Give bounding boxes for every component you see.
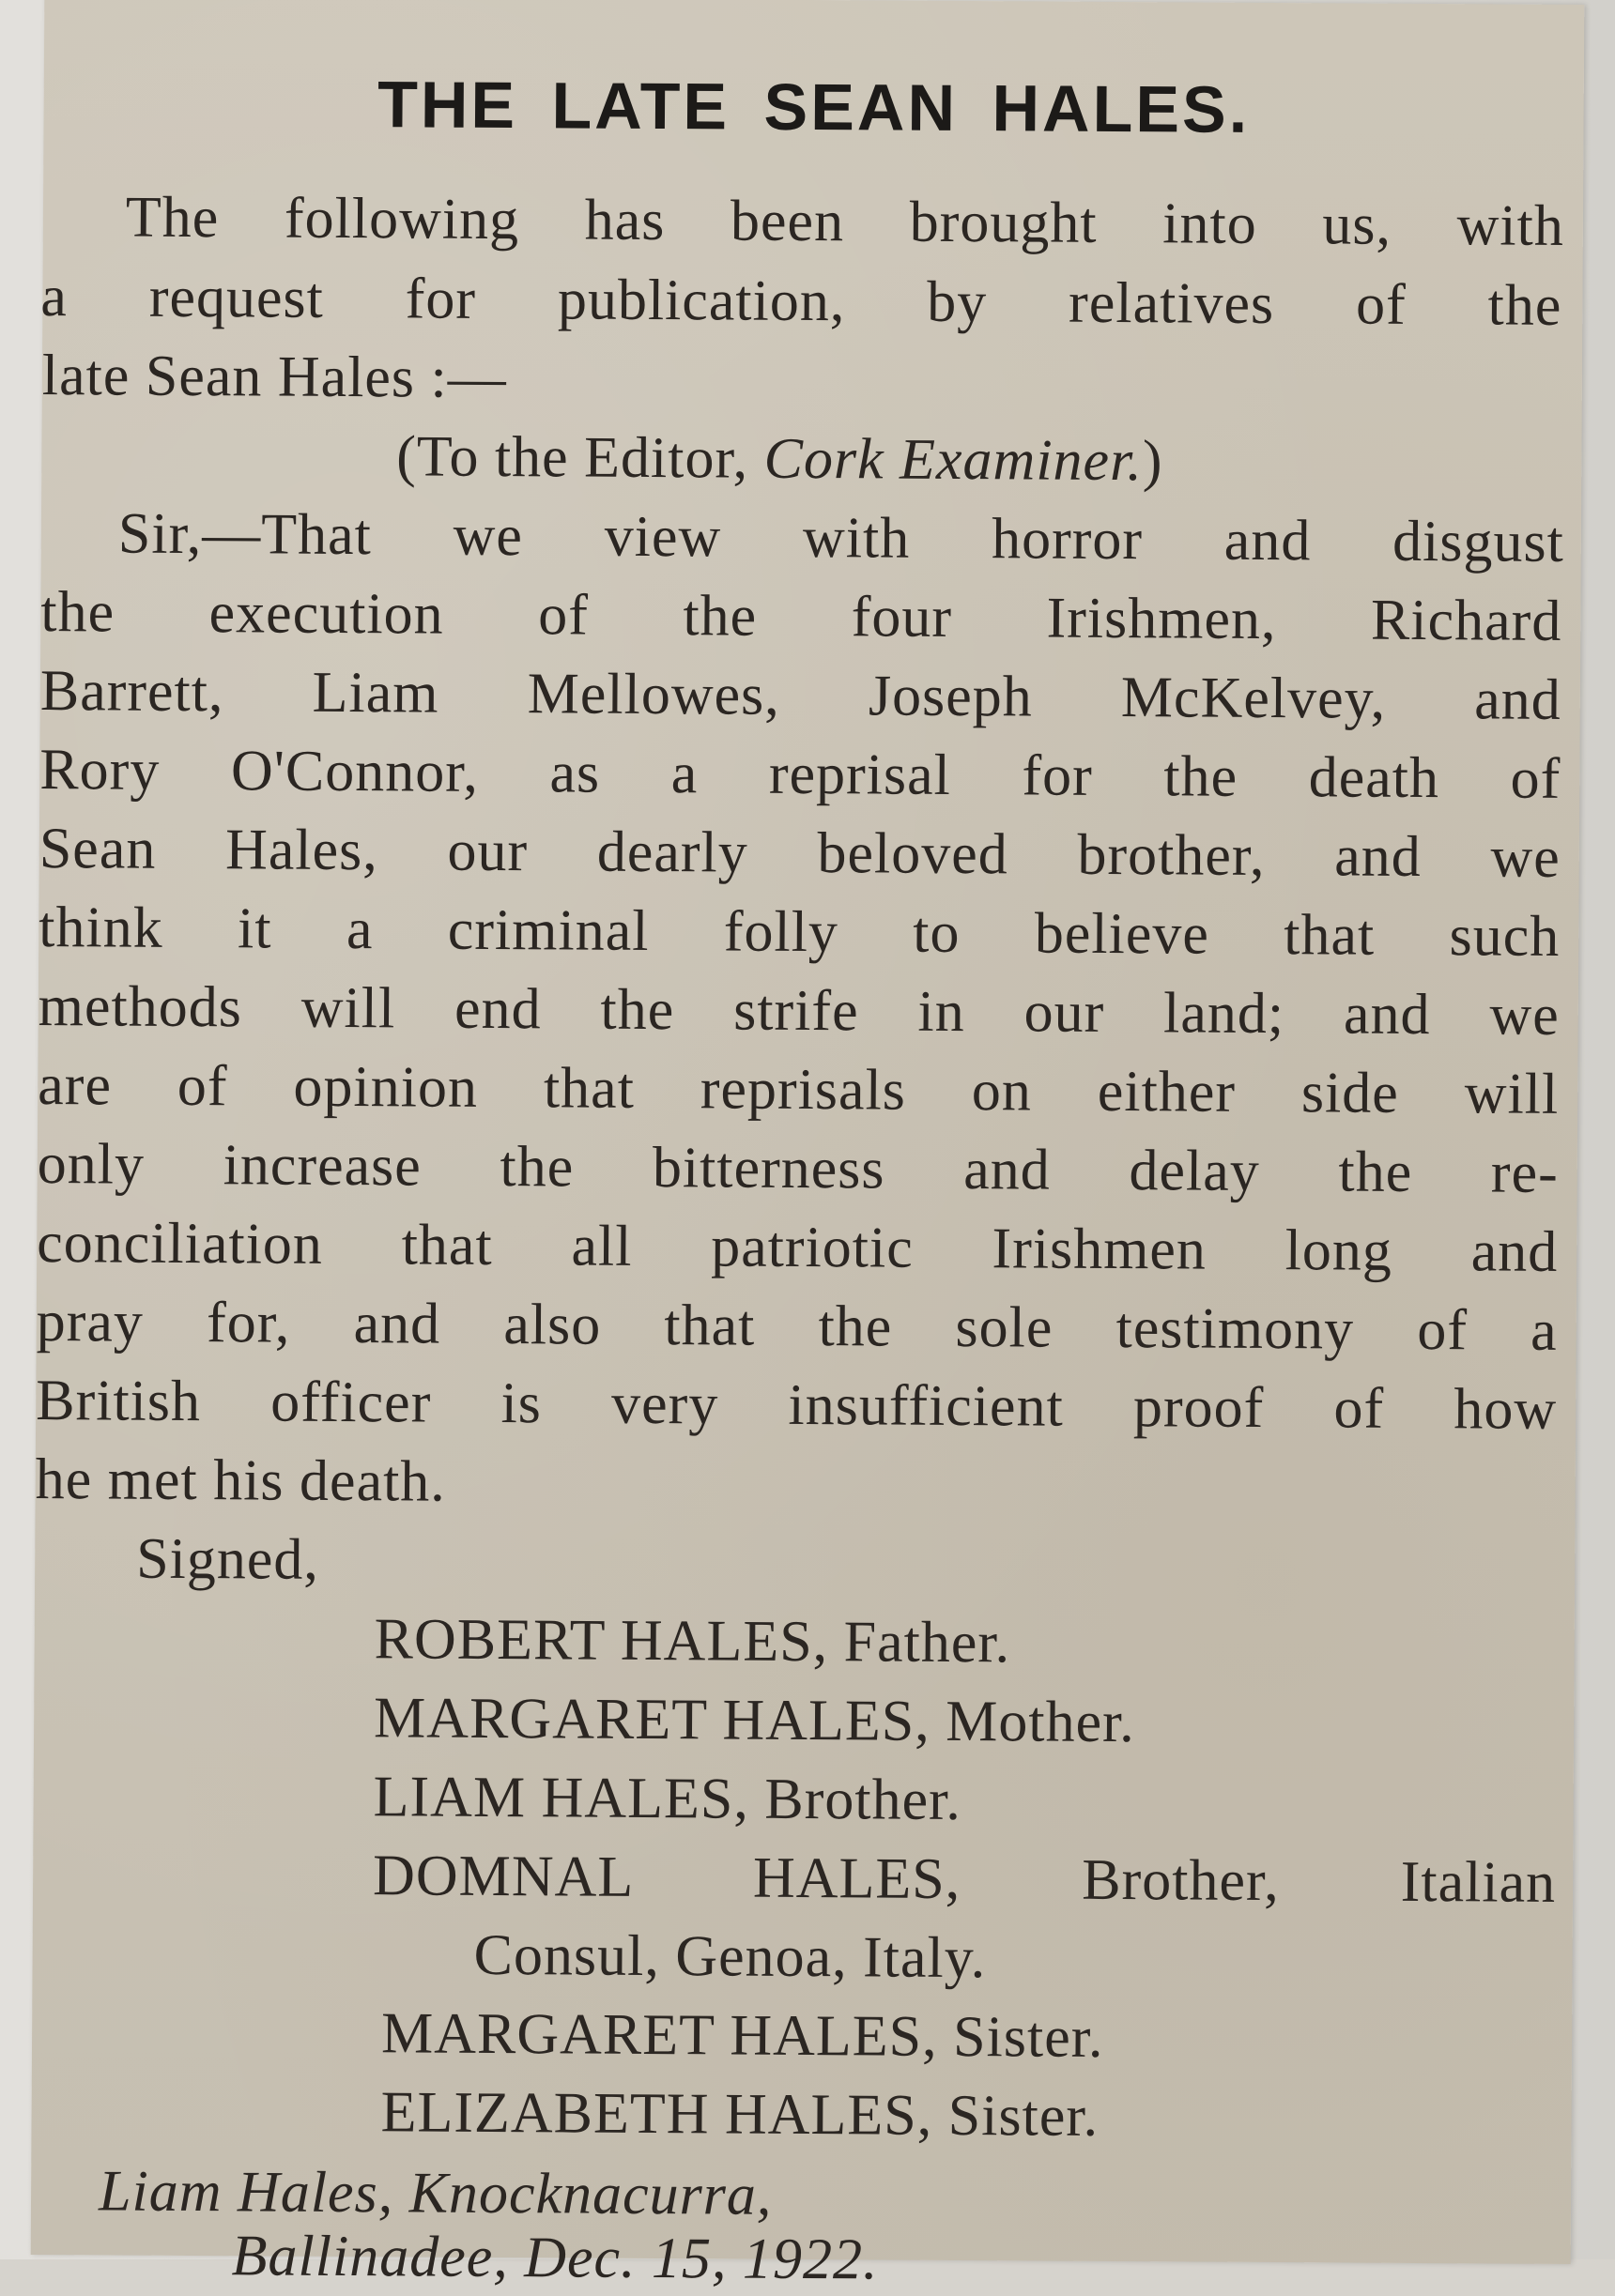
signatory xyxy=(373,1686,1136,1755)
signatory-role: , Sister. xyxy=(921,2004,1104,2070)
letter-line: methods will end the strife in our land; and we xyxy=(38,973,1560,1048)
signatory-role: , Brother. xyxy=(733,1767,962,1833)
signatory-role: , Father. xyxy=(812,1610,1011,1676)
signatory xyxy=(374,1607,1011,1676)
signatory-name: DOMNAL HALES xyxy=(372,1844,946,1911)
letter-line: Sir,—That we view with horror and disgust xyxy=(117,501,1565,574)
headline: THE LATE SEAN HALES. xyxy=(377,68,1251,146)
signatory-role: , Sister. xyxy=(916,2083,1100,2149)
signatory-continuation xyxy=(473,1922,987,1991)
newspaper-name: Cork Examiner. xyxy=(763,426,1144,494)
intro-line: The following has been brought into us, with xyxy=(125,185,1565,258)
signed-label: Signed, xyxy=(135,1526,320,1592)
letter-line: think it a criminal folly to believe that such xyxy=(38,895,1561,969)
letter-line: Barrett, Liam Mellowes, Joseph McKelvey, and xyxy=(39,659,1562,732)
signatory-role: , Mother. xyxy=(915,1689,1136,1755)
letter-line: he met his death. xyxy=(35,1446,447,1514)
address-line: Liam Hales, Knocknacurra, xyxy=(98,2159,773,2227)
signatory xyxy=(380,2001,1104,2070)
letter-line: Rory O'Connor, as a reprisal for the death of xyxy=(39,737,1561,811)
letter-line: pray for, and also that the sole testimony of a xyxy=(36,1289,1558,1363)
letter-line: are of opinion that reprisals on either side will xyxy=(38,1052,1560,1126)
signatory-name: MARGARET HALES xyxy=(373,1686,915,1753)
address-line xyxy=(231,2224,879,2292)
signatory-role: , Brother, Italian xyxy=(945,1846,1557,1915)
to-editor-prefix: (To the Editor, xyxy=(396,424,764,491)
letter-line: British officer is very insufficient proof of how xyxy=(36,1368,1558,1442)
letter-line: conciliation that all patriotic Irishmen long and xyxy=(37,1210,1559,1284)
signatory-name: LIAM HALES xyxy=(373,1765,734,1831)
letter-line: only increase the bitterness and delay the re- xyxy=(37,1131,1559,1205)
intro-line: a request for publication, by relatives of the xyxy=(40,264,1562,338)
signatory-role: Consul, Genoa, Italy. xyxy=(473,1922,987,1991)
signatory-name: MARGARET HALES xyxy=(380,2001,923,2069)
letter-line: Sean Hales, our dearly beloved brother, and we xyxy=(38,816,1561,890)
to-editor-line xyxy=(122,426,1437,493)
newspaper-clipping xyxy=(31,0,1585,2292)
signatory xyxy=(373,1765,962,1833)
to-editor-suffix: ) xyxy=(1142,429,1163,494)
address-date: Ballinadee, Dec. 15, 1922. xyxy=(231,2224,879,2292)
signatory-name: ROBERT HALES xyxy=(374,1607,813,1675)
signatory xyxy=(372,1844,1557,1915)
letter-line: the execution of the four Irishmen, Richard xyxy=(40,580,1562,653)
signatory xyxy=(380,2080,1100,2149)
intro-line: late Sean Hales :— xyxy=(41,344,507,411)
signatory-name: ELIZABETH HALES xyxy=(380,2080,917,2148)
